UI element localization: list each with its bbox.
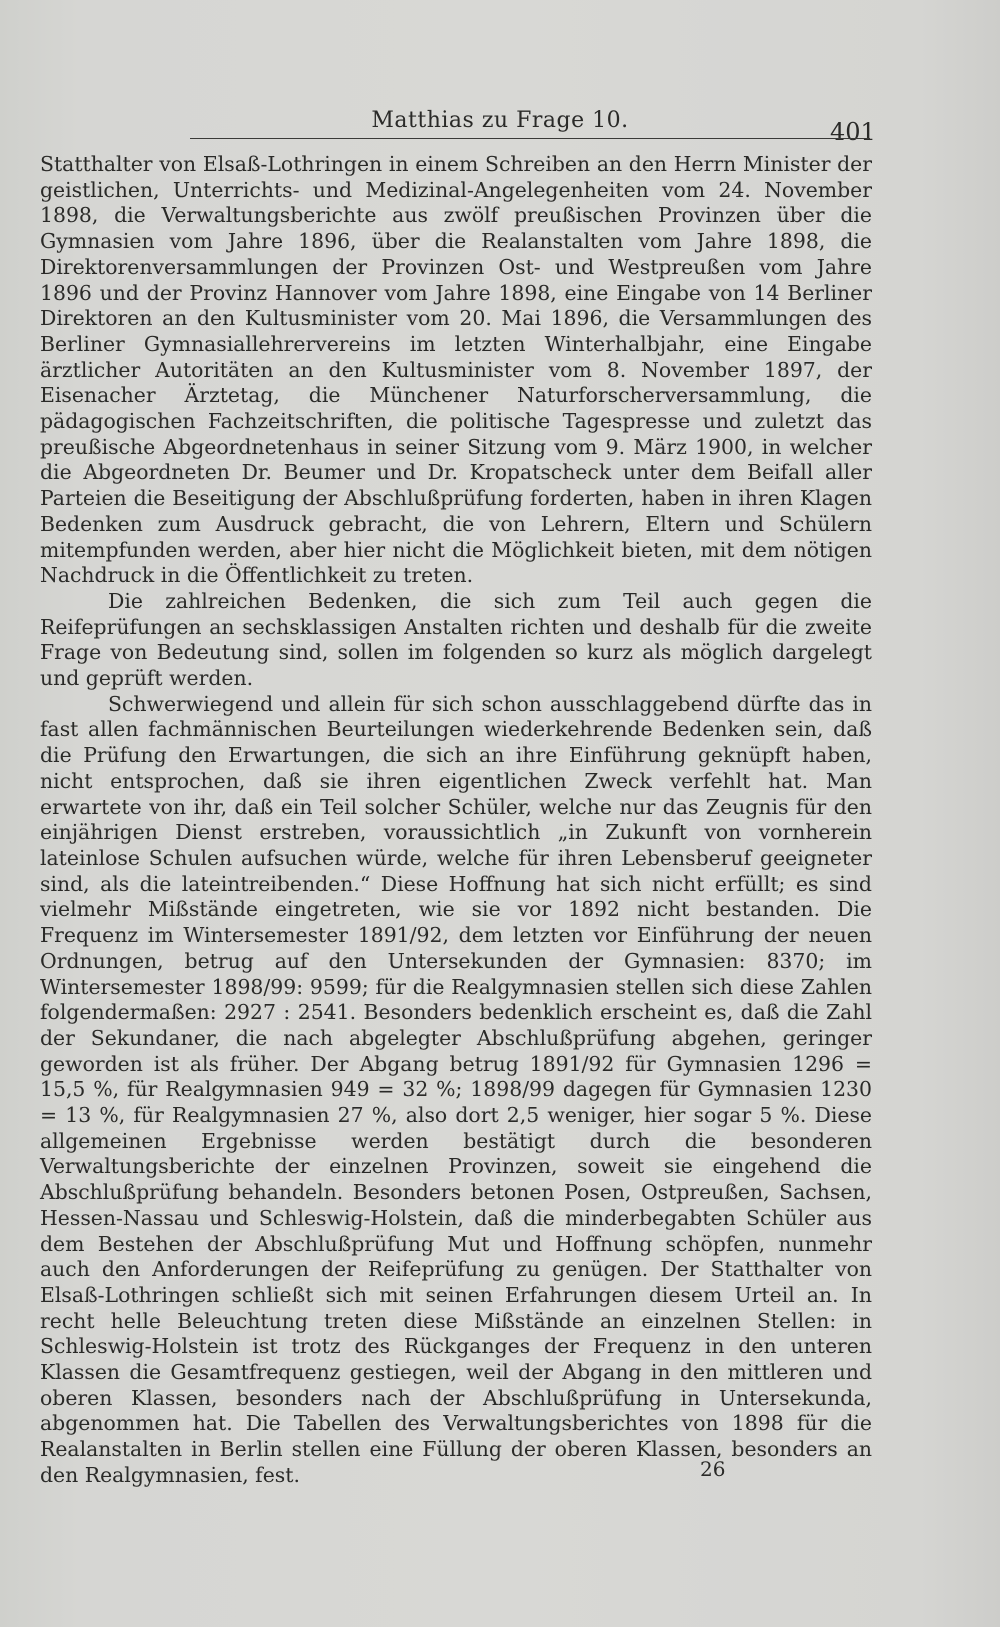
page-number: 401 xyxy=(830,118,876,146)
paragraph-3: Schwerwiegend und allein für sich schon ausschlaggebend dürfte das in fast allen fachmännischen Beurteilungen wiederkehrende Bedenken sein, daß die Prüfung den Erwartungen, die sich an ihre Einführung geknüpft haben, nicht entsprochen, daß sie ihren eigentlichen Zweck verfehlt hat. Man erwartete von ihr, daß ein Teil solcher Schüler, welche nur das Zeugnis für den einjährigen Dienst erstreben, voraussichtlich „in Zukunft von vornherein lateinlose Schulen aufsuchen würde, welche für ihren Lebensberuf geeigneter sind, als die lateintreibenden.“ Diese Hoffnung hat sich nicht erfüllt; es sind vielmehr Mißstände eingetreten, wie sie vor 1892 nicht bestanden. Die Frequenz im Wintersemester 1891/92, dem letzten vor Einführung der neuen Ordnungen, betrug auf den Untersekunden der Gymnasien: 8370; im Wintersemester 1898/99: 9599; für die Realgymnasien stellen sich diese Zahlen folgendermaßen: 2927 : 2541. Besonders bedenklich erscheint es, daß die Zahl der Sekundaner, die nach abgelegter Abschlußprüfung abgehen, geringer geworden ist als früher. Der Abgang betrug 1891/92 für Gymnasien 1296 = 15,5 %, für Realgymnasien 949 = 32 %; 1898/99 dagegen für Gymnasien 1230 = 13 %, für Realgymnasien 27 %, also dort 2,5 weniger, hier sogar 5 %. Diese allgemeinen Ergebnisse werden bestätigt durch die besonderen Verwaltungsberichte der einzelnen Provinzen, soweit sie eingehend die Abschlußprüfung behandeln. Besonders betonen Posen, Ostpreußen, Sachsen, Hessen-Nassau und Schleswig-Holstein, daß die minderbegabten Schüler aus dem Bestehen der Abschlußprüfung Mut und Hoffnung schöpfen, nunmehr auch den Anforderungen der Reifeprüfung zu genügen. Der Statthalter von Elsaß-Lothringen schließt sich mit seinen Erfahrungen diesem Urteil an. In recht helle Beleuchtung treten diese Mißstände an einzelnen Stellen: in Schleswig-Holstein ist trotz des Rückganges der Frequenz in den unteren Klassen die Gesamtfrequenz gestiegen, weil der Abgang in den mittleren und oberen Klassen, besonders nach der Abschlußprüfung in Untersekunda, abgenommen hat. Die Tabellen des Verwaltungsberichtes von 1898 für die Realanstalten in Berlin stellen eine Füllung der oberen Klassen, besonders an den Realgymnasien, fest. xyxy=(40,691,872,1487)
paragraph-1: Statthalter von Elsaß-Lothringen in einem Schreiben an den Herrn Minister der geistlichen, Unterrichts- und Medizinal-Angelegenheiten vom 24. November 1898, die Verwaltungsberichte aus zwölf preußischen Provinzen über die Gymnasien vom Jahre 1896, über die Realanstalten vom Jahre 1898, die Direktorenversammlungen der Provinzen Ost- und Westpreußen vom Jahre 1896 und der Provinz Hannover vom Jahre 1898, eine Eingabe von 14 Berliner Direktoren an den Kultusminister vom 20. Mai 1896, die Versammlungen des Berliner Gymnasiallehrervereins im letzten Winterhalbjahr, eine Eingabe ärztlicher Autoritäten an den Kultusminister vom 8. November 1897, der Eisenacher Ärztetag, die Münchener Naturforscherversammlung, die pädagogischen Fachzeitschriften, die politische Tagespresse und zuletzt das preußische Abgeordnetenhaus in seiner Sitzung vom 9. März 1900, in welcher die Abgeordneten Dr. Beumer und Dr. Kropatscheck unter dem Beifall aller Parteien die Beseitigung der Abschlußprüfung forderten, haben in ihren Klagen Bedenken zum Ausdruck gebracht, die von Lehrern, Eltern und Schülern mitempfunden werden, aber hier nicht die Möglichkeit bieten, mit dem nötigen Nachdruck in die Öffentlichkeit zu treten. xyxy=(40,152,872,588)
header-rule xyxy=(190,138,870,139)
body-text xyxy=(40,152,872,1489)
running-head: Matthias zu Frage 10. xyxy=(371,108,629,133)
signature-mark: 26 xyxy=(700,1457,726,1481)
paragraph-2: Die zahlreichen Bedenken, die sich zum Teil auch gegen die Reifeprüfungen an sechsklassigen Anstalten richten und deshalb für die zweite Frage von Bedeutung sind, sollen im folgenden so kurz als möglich dargelegt und geprüft werden. xyxy=(40,588,872,691)
